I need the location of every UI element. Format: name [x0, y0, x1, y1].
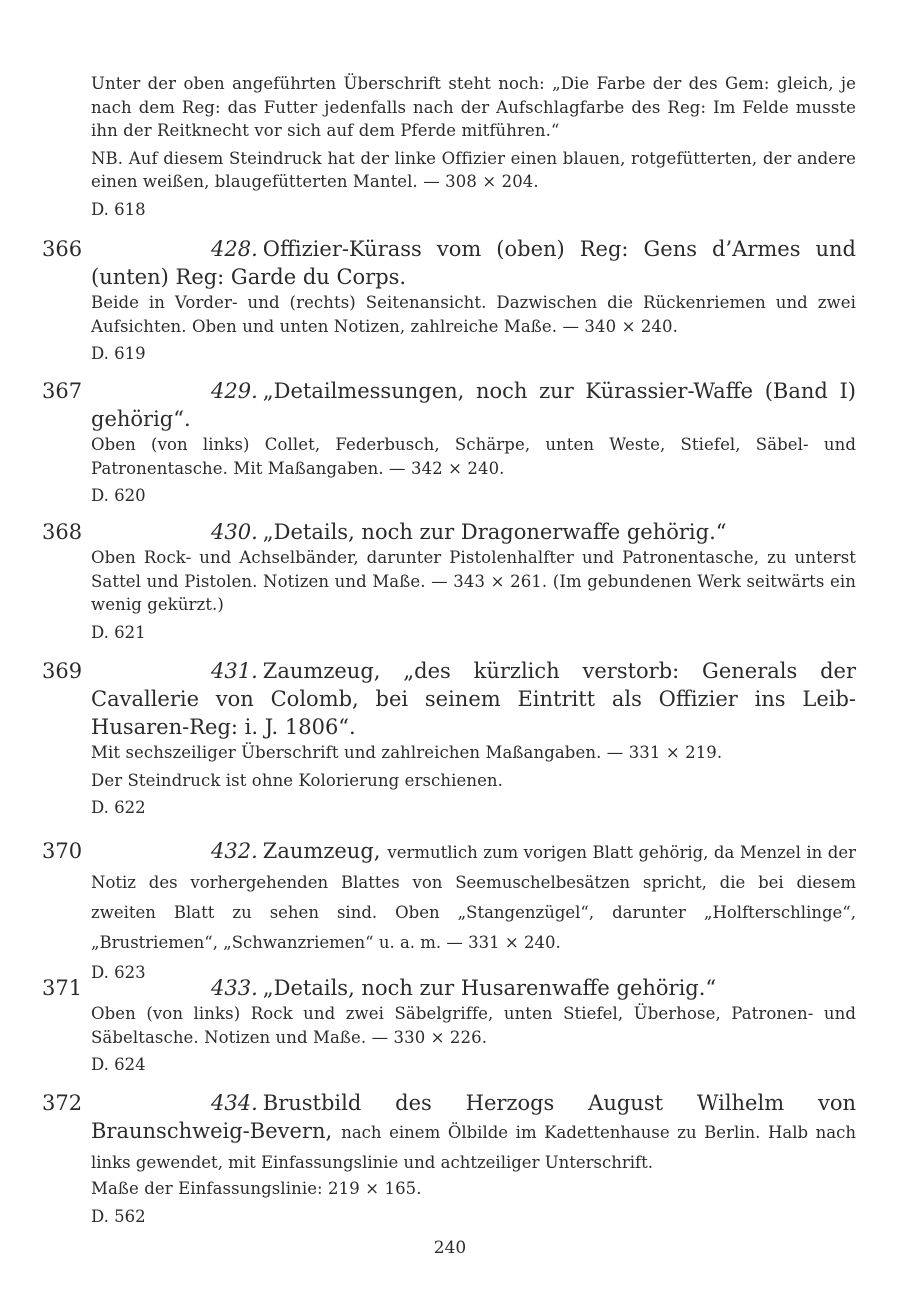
- entry-title: [91, 657, 856, 741]
- plate-number: 431.: [211, 659, 258, 683]
- intro-paragraph: Unter der oben angeführten Überschrift steht noch: „Die Farbe der des Gem: gleich, je nach dem Reg: das Futter jedenfalls nach der Aufschlagfarbe des Reg: Im Felde musste ihn der Reitknecht vor sich auf dem Pferde mitführen.“: [91, 74, 856, 140]
- entry-title-text: „Details, noch zur Dragonerwaffe gehörig.“: [262, 520, 727, 544]
- catalog-entry: [91, 657, 856, 820]
- entry-reference: D. 619: [91, 344, 146, 363]
- plate-number: 430.: [211, 520, 258, 544]
- entry-title-text: Brustbild des Herzogs August Wilhelm von Braunschweig-Bevern,: [91, 1091, 856, 1143]
- entry-title-text: Offizier-Kürass vom (oben) Reg: Gens d’Armes und (unten) Reg: Garde du Corps.: [91, 237, 856, 289]
- intro-note: NB. Auf diesem Steindruck hat der linke Offizier einen blauen, rotgefütterten, der andere einen weißen, blaugefütterten Mantel. — 308 × 204.: [91, 148, 856, 191]
- entry-title-text: Zaumzeug, „des kürzlich verstorb: Generals der Cavallerie von Colomb, bei seinem Eintritt als Offizier ins Leib-Husaren-Reg: i. J. 1806“.: [91, 659, 856, 739]
- intro-block: [91, 72, 856, 221]
- entry-title: [91, 377, 856, 433]
- entry-title: [91, 974, 856, 1002]
- entry-reference: D. 624: [91, 1055, 146, 1074]
- entry-reference: D. 562: [91, 1206, 146, 1226]
- plate-number: 434.: [211, 1091, 258, 1115]
- entry-reference: D. 621: [91, 622, 146, 642]
- entry-title-text: „Detailmessungen, noch zur Kürassier-Waffe (Band I) gehörig“.: [91, 379, 856, 431]
- entry-number: 367: [42, 379, 83, 403]
- entry-number: 371: [42, 976, 83, 1000]
- entry-title: [91, 1089, 856, 1177]
- plate-number: 428.: [211, 237, 258, 261]
- page-number: 240: [433, 1238, 467, 1258]
- entry-title-text: „Details, noch zur Husarenwaffe gehörig.“: [262, 976, 717, 1000]
- entry-number: 368: [42, 520, 83, 544]
- entry-measurement: Maße der Einfassungslinie: 219 × 165.: [91, 1179, 422, 1198]
- entry-description: Mit sechszeiliger Überschrift und zahlreichen Maßangaben. — 331 × 219.: [91, 743, 723, 762]
- entry-description: Oben (von links) Rock und zwei Säbelgriffe, unten Stiefel, Überhose, Patronen- und Säbeltasche. Notizen und Maße. — 330 × 226.: [91, 1004, 856, 1047]
- intro-reference: D. 618: [91, 199, 146, 219]
- entry-number: 372: [42, 1091, 83, 1115]
- entry-reference: D. 622: [91, 798, 146, 817]
- plate-number: 433.: [211, 976, 258, 1000]
- entry-description: nach einem Ölbilde im Kadettenhause zu Berlin. Halb nach links gewendet, mit Einfassungslinie und achtzeiliger Unterschrift.: [91, 1123, 856, 1172]
- entry-title: [91, 837, 856, 957]
- entry-reference: D. 620: [91, 486, 146, 505]
- entry-description: vermutlich zum vorigen Blatt gehörig, da Menzel in der Notiz des vorhergehenden Blattes von Seemuschelbesätzen spricht, die bei diesem zweiten Blatt zu sehen sind. Oben „Stangenzügel“, darunter „Holfterschlinge“, „Brustriemen“, „Schwanzriemen“ u. a. m. — 331 × 240.: [91, 843, 856, 952]
- entry-number: 366: [42, 237, 83, 261]
- plate-number: 432.: [211, 839, 258, 863]
- entry-description: Beide in Vorder- und (rechts) Seitenansicht. Dazwischen die Rückenriemen und zwei Aufsichten. Oben und unten Notizen, zahlreiche Maße. — 340 × 240.: [91, 293, 856, 336]
- entry-title: [91, 235, 856, 291]
- entry-number: 370: [42, 839, 83, 863]
- entry-number: 369: [42, 659, 83, 683]
- catalog-entry: [91, 974, 856, 1077]
- catalog-entry: [91, 377, 856, 508]
- entry-description: Oben (von links) Collet, Federbusch, Schärpe, unten Weste, Stiefel, Säbel- und Patronentasche. Mit Maßangaben. — 342 × 240.: [91, 435, 856, 478]
- catalog-entry: [91, 235, 856, 366]
- catalog-entry: [91, 837, 856, 985]
- catalog-entry: [91, 1089, 856, 1228]
- entry-note: Der Steindruck ist ohne Kolorierung erschienen.: [91, 770, 504, 790]
- entry-title: [91, 518, 856, 546]
- entry-description: Oben Rock- und Achselbänder, darunter Pistolenhalfter und Patronentasche, zu unterst Sattel und Pistolen. Notizen und Maße. — 343 × 261. (Im gebundenen Werk seitwärts ein wenig gekürzt.): [91, 548, 856, 614]
- entry-reference: D. 623: [91, 963, 146, 982]
- catalog-entry: [91, 518, 856, 644]
- entry-title-text: Zaumzeug,: [262, 839, 381, 863]
- plate-number: 429.: [211, 379, 258, 403]
